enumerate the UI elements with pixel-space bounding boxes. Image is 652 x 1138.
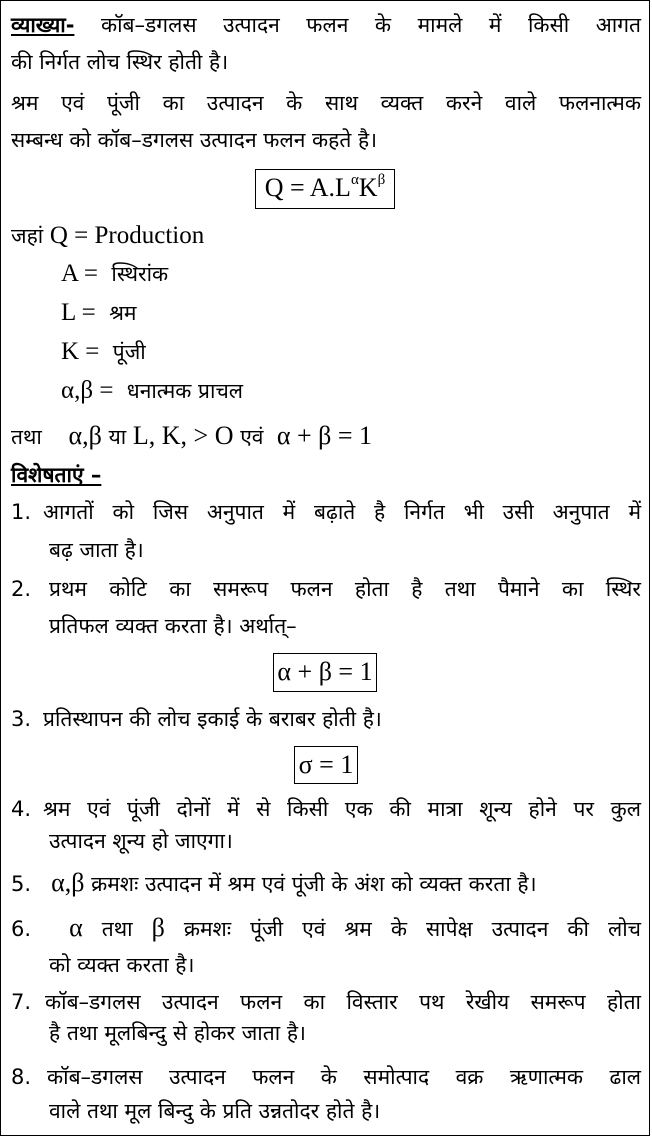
intro-heading: व्याख्या- <box>11 13 75 37</box>
feature-4-number: 4. <box>11 797 32 821</box>
feature-7-line-1: कॉब–डगलस उत्पादन फलन का विस्तार पथ रेखीय समरूप होता <box>45 990 641 1014</box>
formula-box <box>255 169 395 209</box>
feature-1-line-1: आगतों को जिस अनुपात में बढ़ाते है निर्गत भी उसी अनुपात में <box>43 500 641 524</box>
alpha-beta-text: धनात्मक प्राचल <box>126 379 244 403</box>
feature-6-alpha: α <box>69 913 83 942</box>
feature-6-tatha: तथा <box>101 917 133 941</box>
condition-sum: α + β = 1 <box>276 421 373 450</box>
where-label: जहां <box>11 224 44 248</box>
a-symbol: A = <box>61 260 99 287</box>
a-text: स्थिरांक <box>111 262 169 286</box>
feature-6-text: क्रमशः पूंजी एवं श्रम के सापेक्ष उत्पादन की लोच <box>183 917 641 941</box>
intro-line-1 <box>11 11 641 39</box>
feature-1-number: 1. <box>11 500 32 524</box>
feature-7-line-2: है तथा मूलबिन्दु से होकर जाता है। <box>49 1021 306 1045</box>
feature-8-line-2: वाले तथा मूल बिन्दु के प्रति उन्नतोदर होते है। <box>49 1099 381 1123</box>
feature-1-line-2: बढ़ जाता है। <box>49 538 144 562</box>
feature-8-line-1: कॉब–डगलस उत्पादन फलन के समोत्पाद वक्र ऋणात्मक ढाल <box>47 1065 641 1089</box>
feature-5-text: क्रमशः उत्पादन में श्रम एवं पूंजी के अंश को व्यक्त करता है। <box>91 872 537 896</box>
feature-2-formula-box: α + β = 1 <box>273 653 377 692</box>
intro-line-3: श्रम एवं पूंजी का उत्पादन के साथ व्यक्त करने वाले फलनात्मक <box>11 91 641 115</box>
feature-6-line-2: को व्यक्त करता है। <box>49 953 195 977</box>
formula-alpha: α <box>350 172 359 189</box>
feature-2-line-2: प्रतिफल व्यक्त करता है। अर्थात्– <box>49 614 297 638</box>
l-definition <box>61 299 641 327</box>
formula-k: K <box>358 173 378 202</box>
intro-line-2: की निर्गत लोच स्थिर होती है। <box>11 50 229 74</box>
alpha-beta-definition <box>61 377 641 405</box>
feature-4-line-1: श्रम एवं पूंजी दोनों में से किसी एक की मात्रा शून्य होने पर कुल <box>43 797 641 821</box>
l-text: श्रम <box>109 301 137 325</box>
evam-label: एवं <box>240 425 264 449</box>
feature-2-number: 2. <box>11 577 32 601</box>
features-heading-text: विशेषताएं – <box>11 463 102 487</box>
condition-alpha-beta: α,β <box>68 421 102 450</box>
k-text: पूंजी <box>112 340 146 364</box>
feature-5-line <box>11 869 641 898</box>
feature-6-number: 6. <box>11 917 32 941</box>
conditions-line <box>11 422 641 451</box>
feature-6-line-1 <box>11 914 641 943</box>
feature-5-number: 5. <box>11 872 32 896</box>
l-symbol: L = <box>61 299 96 326</box>
intro-line-4: सम्बन्ध को कॉब–डगलस उत्पादन फलन कहते है। <box>11 128 378 152</box>
ya-label: या <box>108 425 127 449</box>
a-definition <box>61 260 641 288</box>
features-heading <box>11 461 641 489</box>
feature-6-beta: β <box>151 913 165 942</box>
feature-2-line-1: प्रथम कोटि का समरूप फलन होता है तथा पैमाने का स्थिर <box>49 577 641 601</box>
q-definition: Q = Production <box>49 222 205 249</box>
condition-l-k: L, K, > O <box>132 421 234 450</box>
where-line <box>11 222 641 250</box>
feature-3-formula-box: σ = 1 <box>294 746 358 784</box>
formula-beta: β <box>377 172 386 189</box>
feature-5-symbol: α,β <box>51 868 85 897</box>
feature-4-line-2: उत्पादन शून्य हो जाएगा। <box>49 829 233 853</box>
k-definition <box>61 338 641 366</box>
alpha-beta-symbol: α,β = <box>61 377 114 404</box>
formula-main: Q = A.L <box>264 173 351 202</box>
feature-3-line-1: प्रतिस्थापन की लोच इकाई के बराबर होती है। <box>43 707 382 731</box>
k-symbol: K = <box>61 338 100 365</box>
feature-3-number: 3. <box>11 707 32 731</box>
intro-line-1-text: कॉब–डगलस उत्पादन फलन के मामले में किसी आगत <box>100 13 641 37</box>
feature-8-number: 8. <box>11 1065 32 1089</box>
feature-7-number: 7. <box>11 990 32 1014</box>
tatha-label: तथा <box>11 425 42 449</box>
